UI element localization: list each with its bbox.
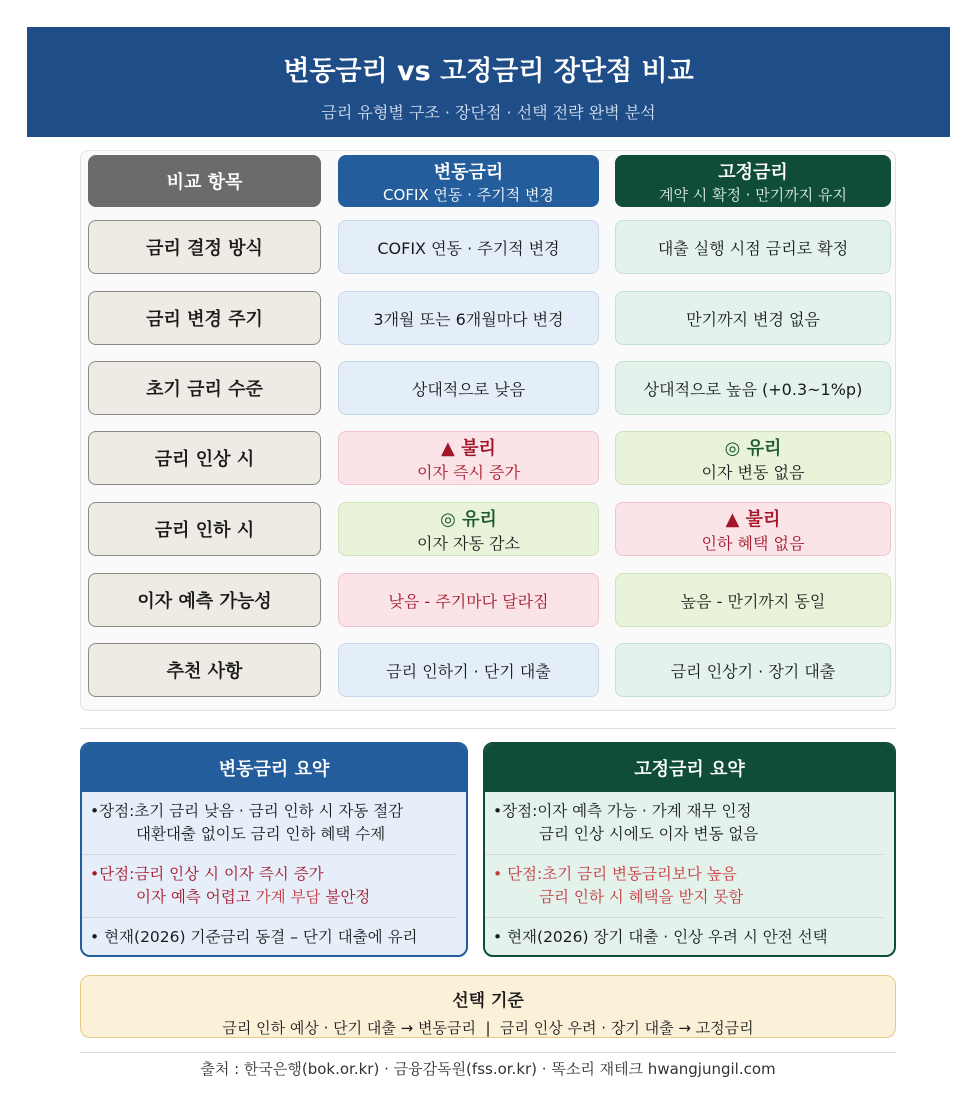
pros-text: 초기 금리 낮음 · 금리 인하 시 자동 절감	[134, 802, 404, 820]
header-sub: 계약 시 확정 · 만기까지 유지	[659, 185, 847, 204]
row-label: 이자 예측 가능성	[88, 573, 321, 627]
pros-item	[485, 792, 884, 855]
cons-text-part: 가계 부담	[255, 888, 326, 906]
selection-title: 선택 기준	[452, 991, 524, 1011]
verdict-detail: 이자 변동 없음	[701, 462, 805, 482]
row-label: 추천 사항	[88, 643, 321, 697]
header-sub: COFIX 연동 · 주기적 변경	[383, 185, 554, 204]
header-compare-item	[88, 155, 321, 207]
header-fixed	[615, 155, 891, 207]
source-footer: 출처 : 한국은행(bok.or.kr) · 금융감독원(fss.or.kr) · 똑소리 재테크 hwangjungil.com	[200, 1060, 776, 1078]
verdict: ▲ 불리	[441, 437, 496, 459]
variable-cell-disadvantage	[338, 431, 599, 485]
cons-label: • 단점:	[493, 865, 543, 883]
variable-cell: 금리 인하기 · 단기 대출	[338, 643, 599, 697]
cons-label: •단점:	[90, 865, 135, 883]
pros-text: 이자 예측 가능 · 가계 재무 인정	[537, 802, 752, 820]
verdict: ▲ 불리	[725, 508, 781, 530]
pros-label: •장점:	[493, 802, 538, 820]
summary-title: 변동금리 요약	[82, 744, 466, 792]
row-label: 금리 인상 시	[88, 431, 321, 485]
variable-cell: COFIX 연동 · 주기적 변경	[338, 220, 599, 274]
cons-text-part: 이자 예측 어렵고	[136, 888, 256, 906]
fixed-summary-card	[483, 742, 896, 957]
verdict: ◎ 유리	[724, 437, 782, 459]
fixed-cell-disadvantage	[615, 502, 891, 556]
verdict: ◎ 유리	[440, 508, 497, 530]
fixed-cell-advantage	[615, 431, 891, 485]
variable-cell: 낮음 - 주기마다 달라짐	[338, 573, 599, 627]
row-label: 금리 변경 주기	[88, 291, 321, 345]
header-variable	[338, 155, 599, 207]
variable-cell-advantage	[338, 502, 599, 556]
cons-text: 금리 인상 시 이자 즉시 증가	[134, 865, 324, 883]
fixed-cell: 만기까지 변경 없음	[615, 291, 891, 345]
cons-text	[90, 886, 446, 909]
fixed-cell: 상대적으로 높음 (+0.3~1%p)	[615, 361, 891, 415]
fixed-cell: 대출 실행 시점 금리로 확정	[615, 220, 891, 274]
note-item: • 현재(2026) 기준금리 동결 – 단기 대출에 유리	[90, 928, 418, 946]
row-label: 금리 결정 방식	[88, 220, 321, 274]
cons-text-part: 불안정	[325, 888, 371, 906]
header-title: 변동금리	[433, 161, 504, 183]
fixed-cell: 금리 인상기 · 장기 대출	[615, 643, 891, 697]
row-label: 금리 인하 시	[88, 502, 321, 556]
header-banner	[27, 27, 950, 137]
header-label: 비교 항목	[166, 172, 243, 193]
pros-label: •장점:	[90, 802, 135, 820]
cons-text: 금리 인하 시 혜택을 받지 못함	[539, 888, 744, 906]
note-item: • 현재(2026) 장기 대출 · 인상 우려 시 안전 선택	[493, 928, 828, 946]
variable-summary-card	[80, 742, 468, 957]
fixed-cell: 높음 - 만기까지 동일	[615, 573, 891, 627]
cons-item	[82, 855, 456, 918]
header-title: 고정금리	[718, 161, 788, 183]
variable-cell: 3개월 또는 6개월마다 변경	[338, 291, 599, 345]
comparison-table	[80, 150, 896, 711]
variable-cell: 상대적으로 낮음	[338, 361, 599, 415]
verdict-detail: 이자 자동 감소	[417, 533, 520, 553]
verdict-detail: 인하 혜택 없음	[701, 533, 805, 553]
selection-text: 금리 인하 예상 · 단기 대출 → 변동금리 | 금리 인상 우려 · 장기 대출 → 고정금리	[222, 1019, 754, 1037]
page-subtitle: 금리 유형별 구조 · 장단점 · 선택 전략 완벽 분석	[321, 103, 656, 122]
divider	[80, 728, 896, 729]
cons-item	[485, 855, 884, 918]
pros-text: 금리 인상 시에도 이자 변동 없음	[539, 825, 759, 843]
footer-divider	[80, 1052, 896, 1053]
cons-text: 초기 금리 변동금리보다 높음	[542, 865, 737, 883]
selection-criteria-box	[80, 975, 896, 1038]
summary-title: 고정금리 요약	[485, 744, 894, 792]
verdict-detail: 이자 즉시 증가	[417, 462, 520, 482]
row-label: 초기 금리 수준	[88, 361, 321, 415]
page-title: 변동금리 vs 고정금리 장단점 비교	[283, 56, 694, 87]
pros-item	[82, 792, 456, 855]
pros-text: 대환대출 없이도 금리 인하 혜택 수제	[136, 825, 386, 843]
